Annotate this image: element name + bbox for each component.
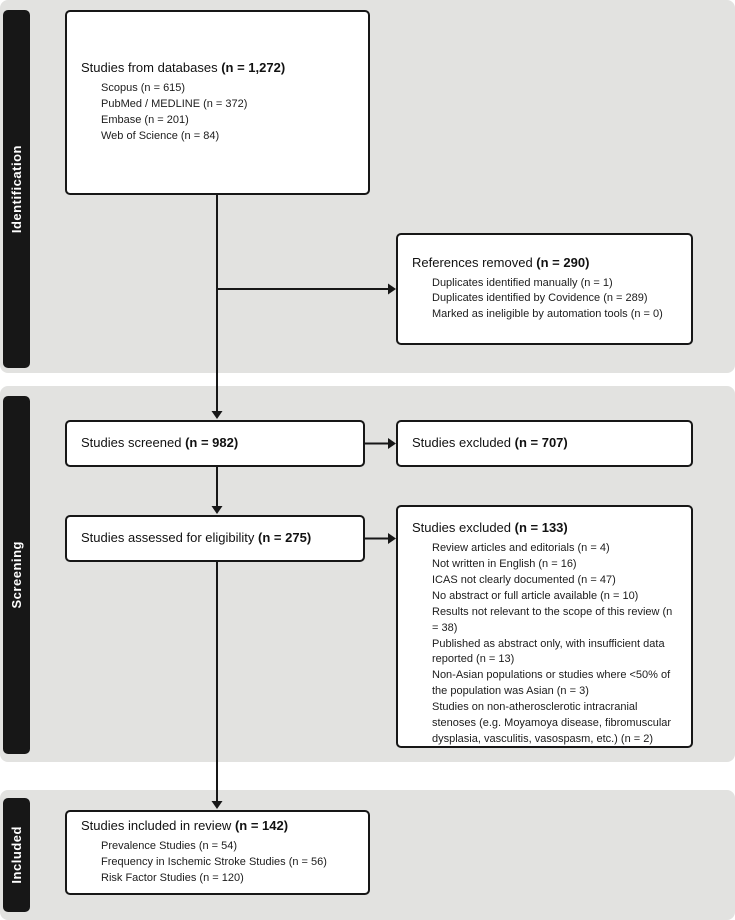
box-list-item: Scopus (n = 615) xyxy=(101,82,186,95)
box-list-item: Prevalence Studies (n = 54) xyxy=(101,840,238,853)
references-removed-title: References removed (n = 290) xyxy=(412,254,590,270)
box-list-item: Frequency in Ischemic Stroke Studies (n = 56) xyxy=(101,855,327,868)
identification-phase-bar xyxy=(3,10,30,368)
box-list-item: Embase (n = 201) xyxy=(101,113,189,126)
screening-phase-label: Screening xyxy=(9,541,24,609)
studies-excluded-screening-box xyxy=(396,420,693,467)
studies-excluded-eligibility-title: Studies excluded (n = 133) xyxy=(412,520,568,535)
box-list-item: ICAS not clearly documented (n = 47) xyxy=(432,573,616,586)
box-list-item: Web of Science (n = 84) xyxy=(101,129,220,142)
box-list-item: Duplicates identified by Covidence (n = 289) xyxy=(432,292,648,305)
included-phase-label: Included xyxy=(9,826,24,884)
box-list-item: Published as abstract only, with insufficient data reported (n = 13) xyxy=(432,637,665,666)
studies-included-title: Studies included in review (n = 142) xyxy=(81,818,289,834)
box-list-item: Risk Factor Studies (n = 120) xyxy=(101,871,244,884)
studies-excluded-eligibility-list xyxy=(412,541,679,748)
box-list-item: PubMed / MEDLINE (n = 372) xyxy=(101,98,248,110)
studies-from-databases-title: Studies from databases (n = 1,272) xyxy=(81,60,286,76)
box-list-item: Review articles and editorials (n = 4) xyxy=(432,541,610,554)
included-phase-bar xyxy=(3,798,30,912)
screening-phase-bar xyxy=(3,396,30,754)
box-list-item: Duplicates identified manually (n = 1) xyxy=(432,276,613,289)
box-list-item: No abstract or full article available (n = 10) xyxy=(432,589,639,602)
studies-assessed-title: Studies assessed for eligibility (n = 275) xyxy=(81,530,312,546)
studies-excluded-eligibility-box xyxy=(396,505,693,748)
studies-screened-title: Studies screened (n = 982) xyxy=(81,435,239,451)
references-removed-box xyxy=(396,233,693,345)
box-list-item: Results not relevant to the scope of this review (n = 38) xyxy=(432,605,673,634)
studies-included-box xyxy=(65,810,370,895)
identification-phase-label: Identification xyxy=(9,144,24,234)
box-list-item: Non-Asian populations or studies where <50% of the population was Asian (n = 3) xyxy=(432,669,671,698)
box-list-item: Marked as ineligible by automation tools (n = 0) xyxy=(432,308,663,321)
box-list-item: Studies on non-atherosclerotic intracranial stenoses (e.g. Moyamoya disease, fibromuscular dysplasia, vasculitis, vasospasm, etc.) (n = 2) xyxy=(432,701,672,746)
references-removed-list xyxy=(412,276,679,324)
studies-from-databases-box xyxy=(65,10,370,195)
studies-from-databases-list xyxy=(81,81,356,145)
studies-assessed-box xyxy=(65,515,365,562)
studies-included-list xyxy=(81,839,356,887)
studies-excluded-screening-title: Studies excluded (n = 707) xyxy=(412,435,568,451)
studies-screened-box xyxy=(65,420,365,467)
box-list-item: Not written in English (n = 16) xyxy=(432,557,577,570)
